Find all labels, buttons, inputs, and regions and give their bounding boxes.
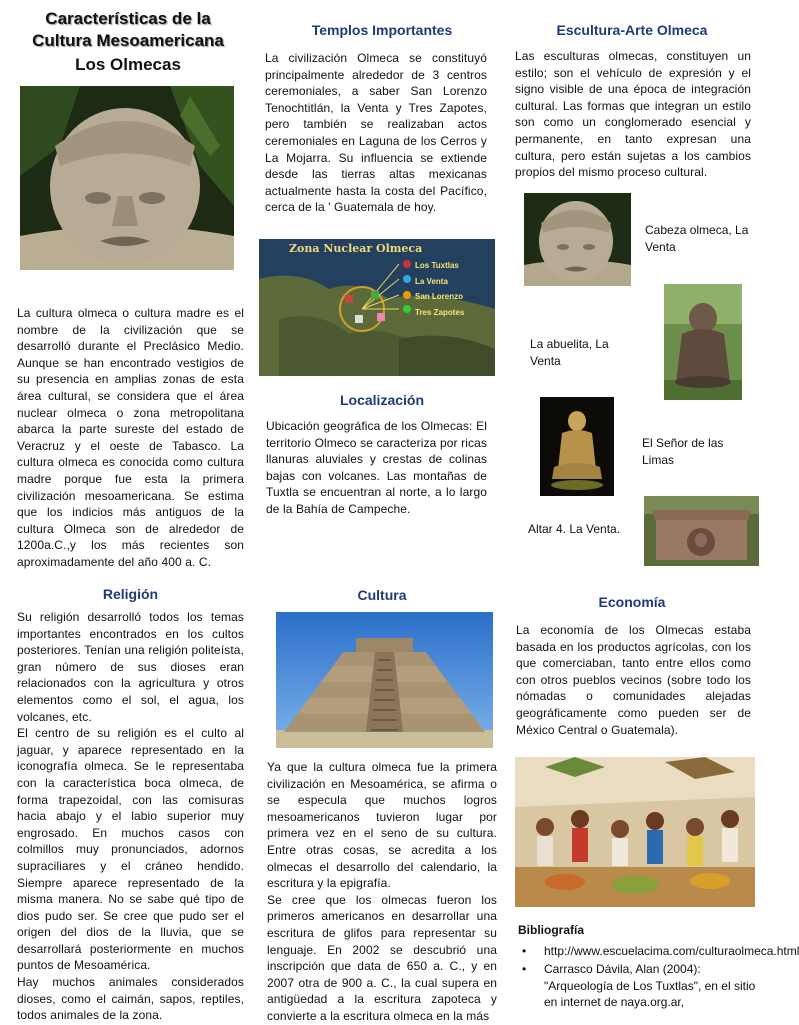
bibliografia-list xyxy=(518,943,799,1011)
map-title: Zona Nuclear Olmeca xyxy=(289,242,423,255)
caption-senor-de-las-limas: El Señor de las Limas xyxy=(642,436,724,467)
map-legend-item: Tres Zapotes xyxy=(415,307,465,317)
religion-paragraph-2: El centro de su religión es el culto al jaguar, y aparece representado en la iconografía olmeca. Se le representaba con la característica boca olmeca, de forma trapezoidal, con las comisuras hacia abajo y el labio superior muy engrosado. En muchos casos con colmillos muy pronunciados, adornos supraciliares y el cráneo hendido. Siempre aparece representado de la misma manera. No se sabe qué tipo de dios pudo ser. Se cree que pudo ser el origen del dios de la lluvia, que se desarrollará posteriormente en muchos puntos de Mesoamérica. xyxy=(17,726,244,973)
caption-cabeza-olmeca: Cabeza olmeca, La Venta xyxy=(645,223,749,254)
religion-paragraph-3: Hay muchos animales considerados dioses, como el caimán, sapos, reptiles, todos animales de la zona. xyxy=(17,975,244,1023)
templos-heading: Templos Importantes xyxy=(311,22,453,38)
economia-heading: Economía xyxy=(598,594,666,610)
economia-paragraph: La economía de los Olmecas estaba basada en los productos agrícolas, con los que comerciaban, tanto entre ellos como con otros pueblos vecinos (sobre todo los nómadas o comunidades alejadas geográficamente como pueden ser de México Central o Guatemala). xyxy=(516,623,751,737)
bibliografia-heading: Bibliografía xyxy=(518,923,585,937)
page-title xyxy=(14,8,242,76)
cultura-text xyxy=(267,759,497,1025)
olmec-head-photo xyxy=(20,86,234,270)
caption-la-abuelita: La abuelita, La Venta xyxy=(530,337,609,368)
olmec-zone-map xyxy=(259,239,495,376)
map-legend-item: La Venta xyxy=(415,276,448,286)
religion-text xyxy=(17,609,244,1024)
altar-4-photo xyxy=(644,496,759,566)
la-abuelita-photo xyxy=(664,284,742,400)
bibliografia-item: • Carrasco Dávila, Alan (2004): "Arqueología de Los Tuxtlas", en el sitio en internet de naya.org.ar, xyxy=(544,961,758,1011)
title-line-2: Cultura Mesoamericana xyxy=(32,31,224,50)
page-subtitle: Los Olmecas xyxy=(75,55,181,74)
senor-de-las-limas-photo xyxy=(540,397,614,496)
caption-altar-4: Altar 4. La Venta. xyxy=(528,522,621,536)
bibliografia-section xyxy=(518,922,799,1013)
cultura-paragraph-1: Ya que la cultura olmeca fue la primera civilización en Mesoamérica, se afirma o se especula que muchos logros mesoamericanos tuvieron lugar por primera vez en el seno de su cultura. Entre otras cosas, se acredita a los olmecas el desarrollo del calendario, la escritura y la epigrafía. xyxy=(267,760,497,891)
cultura-paragraph-2: Se cree que los olmecas fueron los primeros americanos en desarrollar una escritura de glifos para representar su lenguaje. En 2002 se descubrió una inscripción que data de 650 a. C., y en 2007 otra de 900 a. C., la cual supera en antigüedad a la escritura zapoteca y convierte a la escritura olmeca en la más xyxy=(267,892,497,1023)
cultura-heading: Cultura xyxy=(357,587,407,603)
olmec-head-small-photo xyxy=(524,193,631,286)
localizacion-paragraph: Ubicación geográfica de los Olmecas: El territorio Olmeco se caracteriza por ricas llanuras aluviales y crestas de colinas bajas con volcanes. Las montañas de Tuxtla se encuentran al norte, a lo largo de la Bahía de Campeche. xyxy=(266,419,487,516)
map-legend-item: Los Tuxtlas xyxy=(415,261,459,270)
intro-paragraph: La cultura olmeca o cultura madre es el nombre de la civilización que se desarrolló durante el Preclásico Medio. Aunque se han encontrado vestigios de su presencia en amplias zonas de esta área cultural, se considera que el área nuclear olmeca o zona metropolitana abarca la parte sureste del estado de Veracruz y el oeste de Tabasco. La cultura olmeca es conocida como cultura madre porque fue esta la primera civilización mesoamericana. Se estima que los indicios más antiguos de la cultura Olmeca son de alrededor de 1200a.C.,y los más recientes son aproximadamente del año 400 a. C. xyxy=(17,306,244,569)
escultura-paragraph: Las esculturas olmecas, constituyen un estilo; son el vehículo de expresión y el signo visible de una época de integración cultural. Las formas que integran un estilo son como un conglomerado esencial y permanente, en tanto expresan una cultura, pero están sujetas a los cambios propios del mismo proceso cultural. xyxy=(515,49,751,180)
title-line-1: Características de la xyxy=(45,9,211,28)
religion-paragraph-1: Su religión desarrolló todos los temas importantes encontrados en los cultos posteriores. Tenían una religión politeísta, gran número de sus dioses eran relacionados con la agricultura y otros elementos como el sol, el agua, los volcanes, etc. xyxy=(17,610,244,724)
religion-heading: Religión xyxy=(102,586,159,602)
pyramid-photo xyxy=(276,612,493,748)
map-legend-item: San Lorenzo xyxy=(415,292,464,301)
map-legend xyxy=(415,258,464,320)
bibliografia-item: • http://www.escuelacima.com/culturaolmeca.html xyxy=(544,943,758,960)
escultura-heading: Escultura-Arte Olmeca xyxy=(556,22,708,38)
localizacion-heading: Localización xyxy=(339,392,425,408)
market-scene-illustration xyxy=(515,757,755,907)
templos-paragraph: La civilización Olmeca se constituyó principalmente alrededor de 3 centros ceremoniales, a saber San Lorenzo Tenochtitlán, la Venta y Tres Zapotes, pero también se realizaban actos ceremoniales en Laguna de los Cerros y La Mojarra. Su influencia se extiende desde las tierras altas mexicanas actualmente hasta la costa del Pacífico, cerca de la ' Guatemala de hoy. xyxy=(265,51,487,215)
